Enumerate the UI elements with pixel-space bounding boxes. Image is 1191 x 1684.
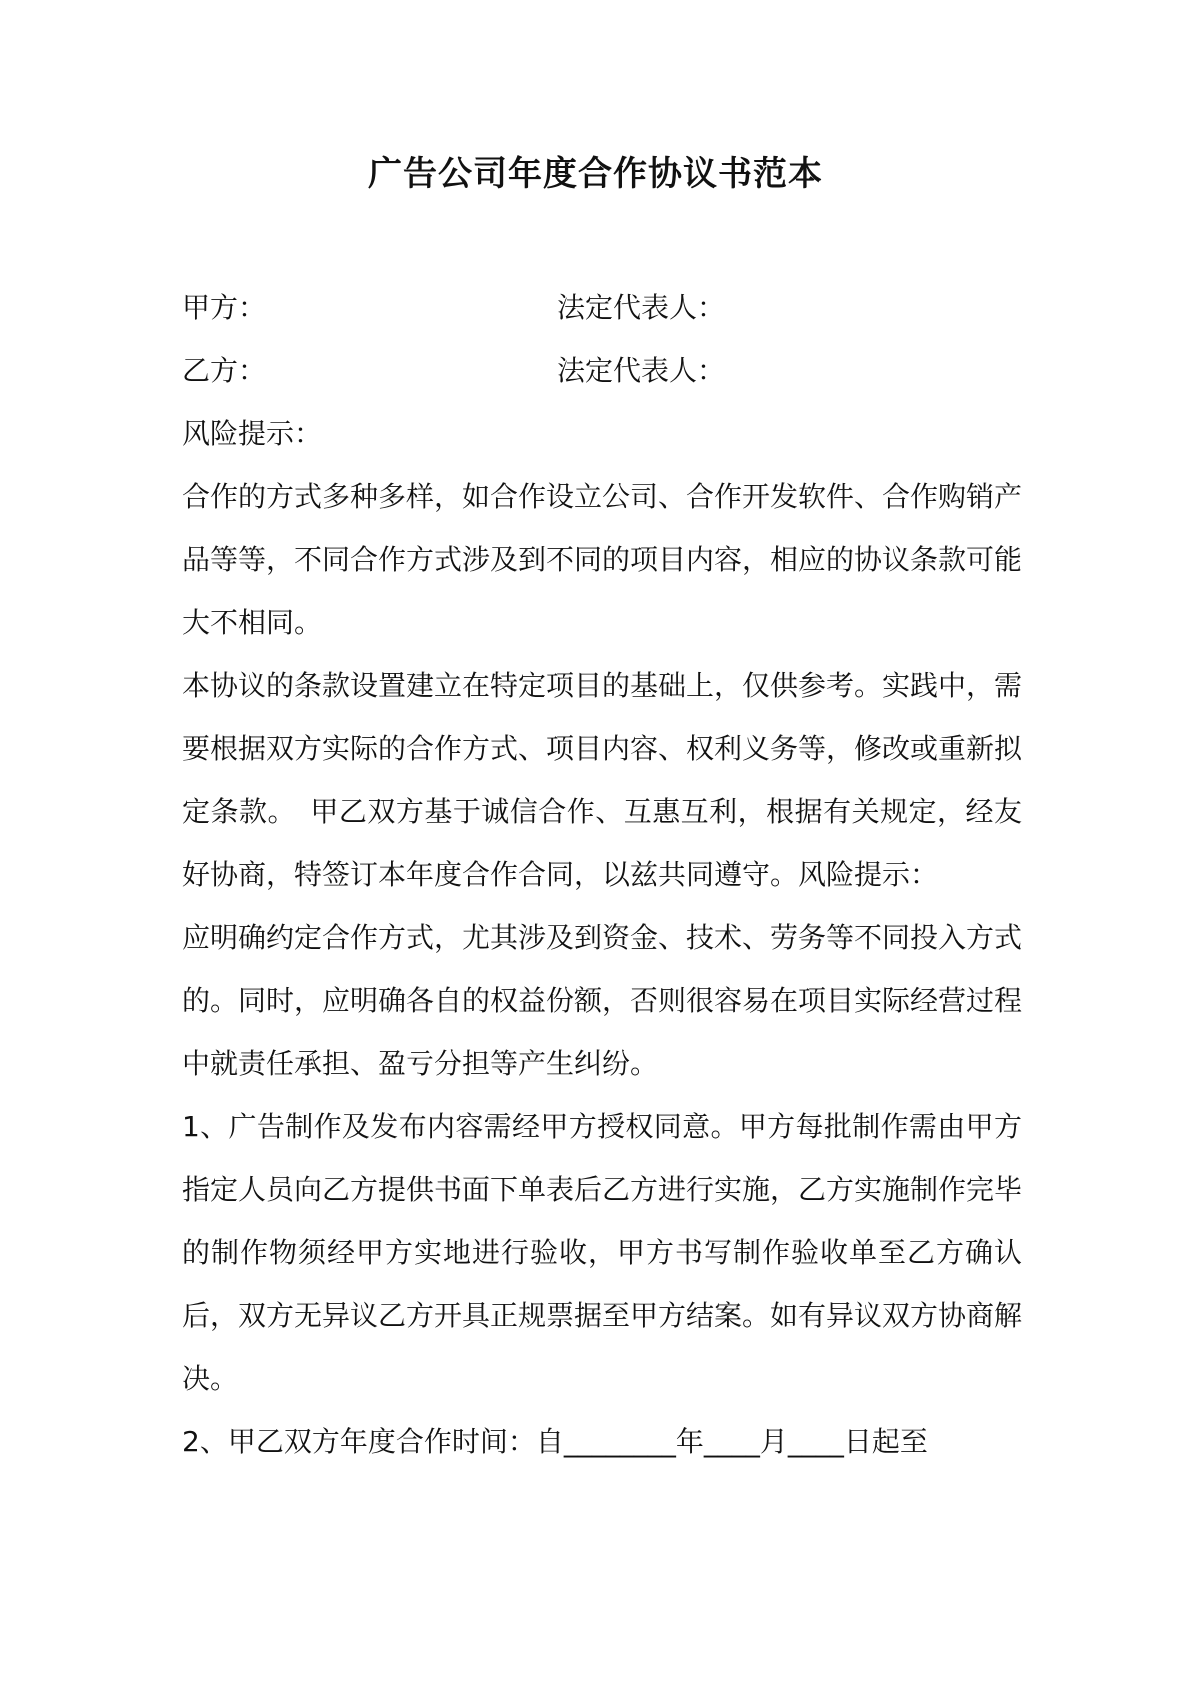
clause-1: 1、广告制作及发布内容需经甲方授权同意。甲方每批制作需由甲方指定人员向乙方提供书面下单表后乙方进行实施，乙方实施制作完毕的制作物须经甲方实地进行验收，甲方书写制作验收单至乙方确认后，双方无异议乙方开具正规票据至甲方结案。如有异议双方协商解决。 bbox=[182, 1110, 1023, 1395]
paragraph-risk-advice: 应明确约定合作方式，尤其涉及到资金、技术、劳务等不同投入方式的。同时，应明确各自的权益份额，否则很容易在项目实际经营过程中就责任承担、盈亏分担等产生纠纷。 bbox=[182, 921, 1023, 1080]
party-a-representative-label: 法定代表人： bbox=[557, 291, 726, 324]
document-title: 广告公司年度合作协议书范本 bbox=[368, 154, 823, 194]
party-b-row bbox=[182, 339, 1022, 402]
party-b-label: 乙方： bbox=[182, 354, 267, 387]
clause-2: 2、甲乙双方年度合作时间：自________年____月____日起至 bbox=[182, 1425, 928, 1458]
party-a-label: 甲方： bbox=[182, 291, 267, 324]
document-body bbox=[182, 276, 1022, 1473]
paragraph-cooperation-modes: 合作的方式多种多样，如合作设立公司、合作开发软件、合作购销产品等等，不同合作方式涉及到不同的项目内容，相应的协议条款可能大不相同。 bbox=[182, 480, 1023, 639]
party-b-representative-label: 法定代表人： bbox=[557, 354, 726, 387]
party-a-row bbox=[182, 276, 1022, 339]
risk-notice-heading: 风险提示： bbox=[182, 417, 323, 450]
paragraph-terms-basis: 本协议的条款设置建立在特定项目的基础上，仅供参考。实践中，需要根据双方实际的合作方式、项目内容、权利义务等，修改或重新拟定条款。 甲乙双方基于诚信合作、互惠互利，根据有关规定，经友好协商，特签订本年度合作合同，以兹共同遵守。风险提示： bbox=[182, 669, 1023, 891]
